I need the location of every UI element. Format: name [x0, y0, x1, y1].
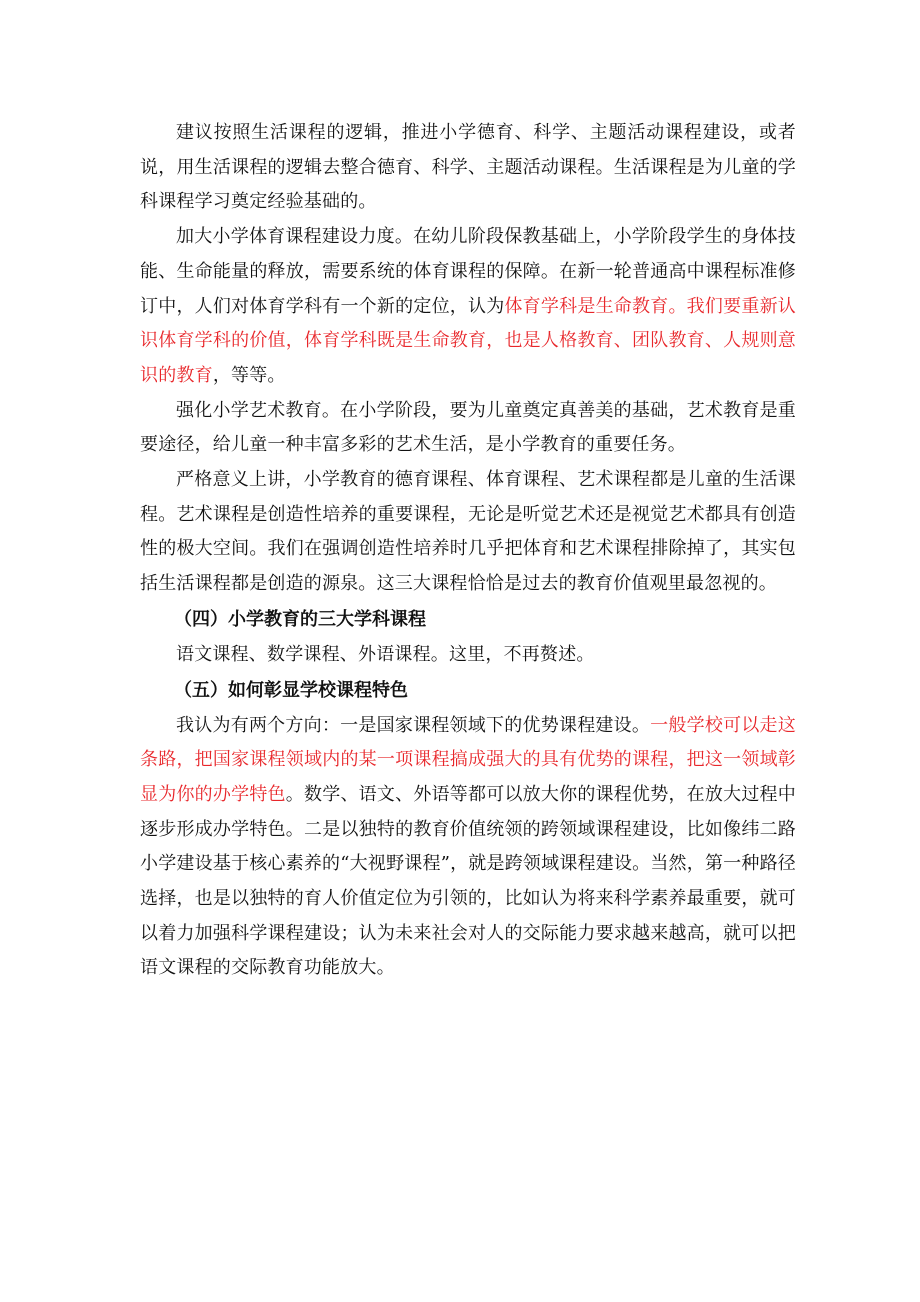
paragraph-text: 严格意义上讲，小学教育的德育课程、体育课程、艺术课程都是儿童的生活课程。艺术课程是创造性培养的重要课程，无论是听觉艺术还是视觉艺术都具有创造性的极大空间。我们在强调创造性培养时几乎把体育和艺术课程排除掉了，其实包括生活课程都是创造的源泉。这三大课程恰恰是过去的教育价值观里最忽视的。: [140, 469, 796, 595]
document-page: [140, 116, 796, 986]
paragraph-three-subjects: [140, 638, 796, 673]
heading-text: （五）如何彰显学校课程特色: [174, 679, 408, 701]
highlighted-text: 体育学科是生命教育。我们要重新认识体育学科的价值，体育学科既是生命教育，也是人格教育、团队教育、人规则意识的教育: [140, 295, 796, 386]
paragraph-life-curriculum: [140, 116, 796, 220]
heading-text: （四）小学教育的三大学科课程: [174, 608, 426, 630]
section-heading-four: [140, 602, 796, 638]
paragraph-life-courses: [140, 463, 796, 602]
paragraph-text: 建议按照生活课程的逻辑，推进小学德育、科学、主题活动课程建设，或者说，用生活课程的逻辑去整合德育、科学、主题活动课程。生活课程是为儿童的学科课程学习奠定经验基础的。: [140, 122, 796, 213]
paragraph-text: 语文课程、数学课程、外语课程。这里，不再赘述。: [176, 643, 595, 665]
section-heading-five: [140, 673, 796, 709]
paragraph-text: 加大小学体育课程建设力度。在幼儿阶段保教基础上，小学阶段学生的身体技能、生命能量的释放，需要系统的体育课程的保障。在新一轮普通高中课程标准修订中，人们对体育学科有一个新的定位，认为: [140, 226, 796, 317]
highlighted-text: 一般学校可以走这条路，把国家课程领域内的某一项课程搞成强大的具有优势的课程，把这一领域彰显为你的办学特色: [140, 714, 796, 805]
paragraph-text: 强化小学艺术教育。在小学阶段，要为儿童奠定真善美的基础，艺术教育是重要途径，给儿童一种丰富多彩的艺术生活，是小学教育的重要任务。: [140, 399, 796, 456]
paragraph-text: ，等等。: [212, 364, 286, 386]
paragraph-text: 。数学、语文、外语等都可以放大你的课程优势，在放大过程中逐步形成办学特色。二是以独特的教育价值统领的跨领域课程建设，比如像纬二路小学建设基于核心素养的“大视野课程”，就是跨领域课程建设。当然，第一种路径选择，也是以独特的育人价值定位为引领的，比如认为将来科学素养最重要，就可以着力加强科学课程建设；认为未来社会对人的交际能力要求越来越高，就可以把语文课程的交际教育功能放大。: [140, 783, 796, 979]
paragraph-physical-education: [140, 220, 796, 394]
paragraph-art-education: [140, 394, 796, 463]
paragraph-text: 我认为有两个方向：一是国家课程领域下的优势课程建设。: [176, 714, 651, 736]
paragraph-school-features: [140, 709, 796, 987]
